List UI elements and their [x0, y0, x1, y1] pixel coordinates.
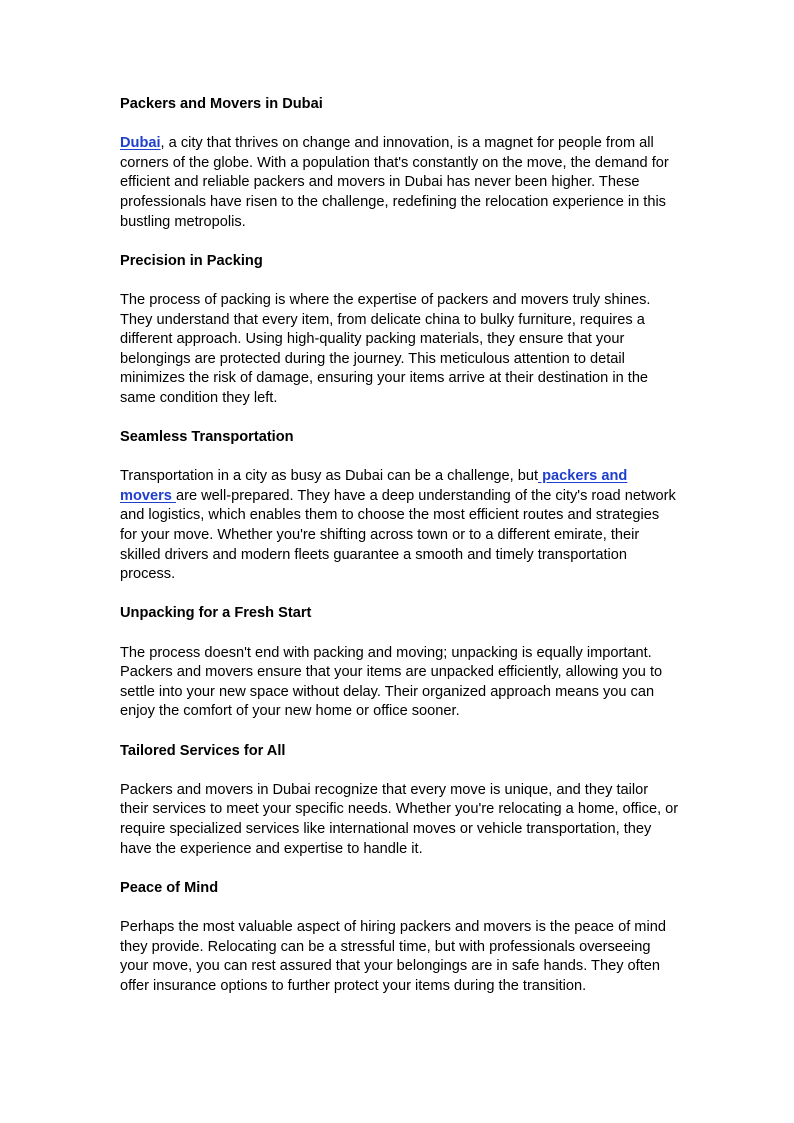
section-text-peace: Perhaps the most valuable aspect of hiring packers and movers is the peace of mind they provide. Relocating can be a stressful time, but with professionals overseeing your move, you can rest assured that your belongings are in safe hands. They often offer insurance options to further protect your items during the transition. [120, 918, 666, 994]
transport-text-before: Transportation in a city as busy as Dubai can be a challenge, but [120, 468, 539, 485]
section-text-transportation [120, 467, 680, 585]
intro-text: , a city that thrives on change and innovation, is a magnet for people from all corners of the globe. With a population that's constantly on the move, the demand for efficient and reliable packers and movers in Dubai has never been higher. These professionals have risen to the challenge, redefining the relocation experience in this bustling metropolis. [120, 135, 669, 230]
transport-text-after: are well-prepared. They have a deep understanding of the city's road network and logistics, which enables them to choose the most efficient routes and strategies for your move. Whether you're shifting across town or to a different emirate, their skilled drivers and modern fleets guarantee a smooth and timely transportation process. [120, 487, 676, 583]
section-text-tailored: Packers and movers in Dubai recognize that every move is unique, and they tailor their services to meet your specific needs. Whether you're relocating a home, office, or require specialized services like international moves or vehicle transportation, they have the experience and expertise to handle it. [120, 781, 679, 857]
section-heading-precision: Precision in Packing [120, 252, 263, 269]
spacer [120, 585, 680, 605]
spacer [120, 859, 680, 879]
section-heading-transportation: Seamless Transportation [120, 429, 294, 446]
document-title: Packers and Movers in Dubai [120, 96, 323, 112]
spacer [120, 624, 680, 644]
spacer [120, 115, 680, 135]
section-heading-peace: Peace of Mind [120, 879, 219, 896]
packers-and-movers-link[interactable]: packers and movers [120, 468, 628, 504]
section-text-unpacking: The process doesn't end with packing and moving; unpacking is equally important. Packers and movers ensure that your items are unpacked efficiently, allowing you to settle into your new space without delay. Their organized approach means you can enjoy the comfort of your new home or office sooner. [120, 644, 663, 720]
spacer [120, 722, 680, 742]
spacer [120, 409, 680, 429]
spacer [120, 761, 680, 781]
intro-paragraph [120, 134, 680, 232]
spacer [120, 898, 680, 918]
section-heading-unpacking: Unpacking for a Fresh Start [120, 605, 312, 622]
dubai-link[interactable]: Dubai [120, 135, 161, 152]
spacer [120, 271, 680, 291]
section-heading-tailored: Tailored Services for All [120, 742, 286, 759]
section-text-precision: The process of packing is where the expertise of packers and movers truly shines. They understand that every item, from delicate china to bulky furniture, requires a different approach. Using high-quality packing materials, they ensure that your belongings are protected during the journey. This meticulous attention to detail minimizes the risk of damage, ensuring your items arrive at their destination in the same condition they left. [120, 291, 651, 406]
document-page [120, 95, 680, 996]
spacer [120, 232, 680, 252]
spacer [120, 448, 680, 468]
